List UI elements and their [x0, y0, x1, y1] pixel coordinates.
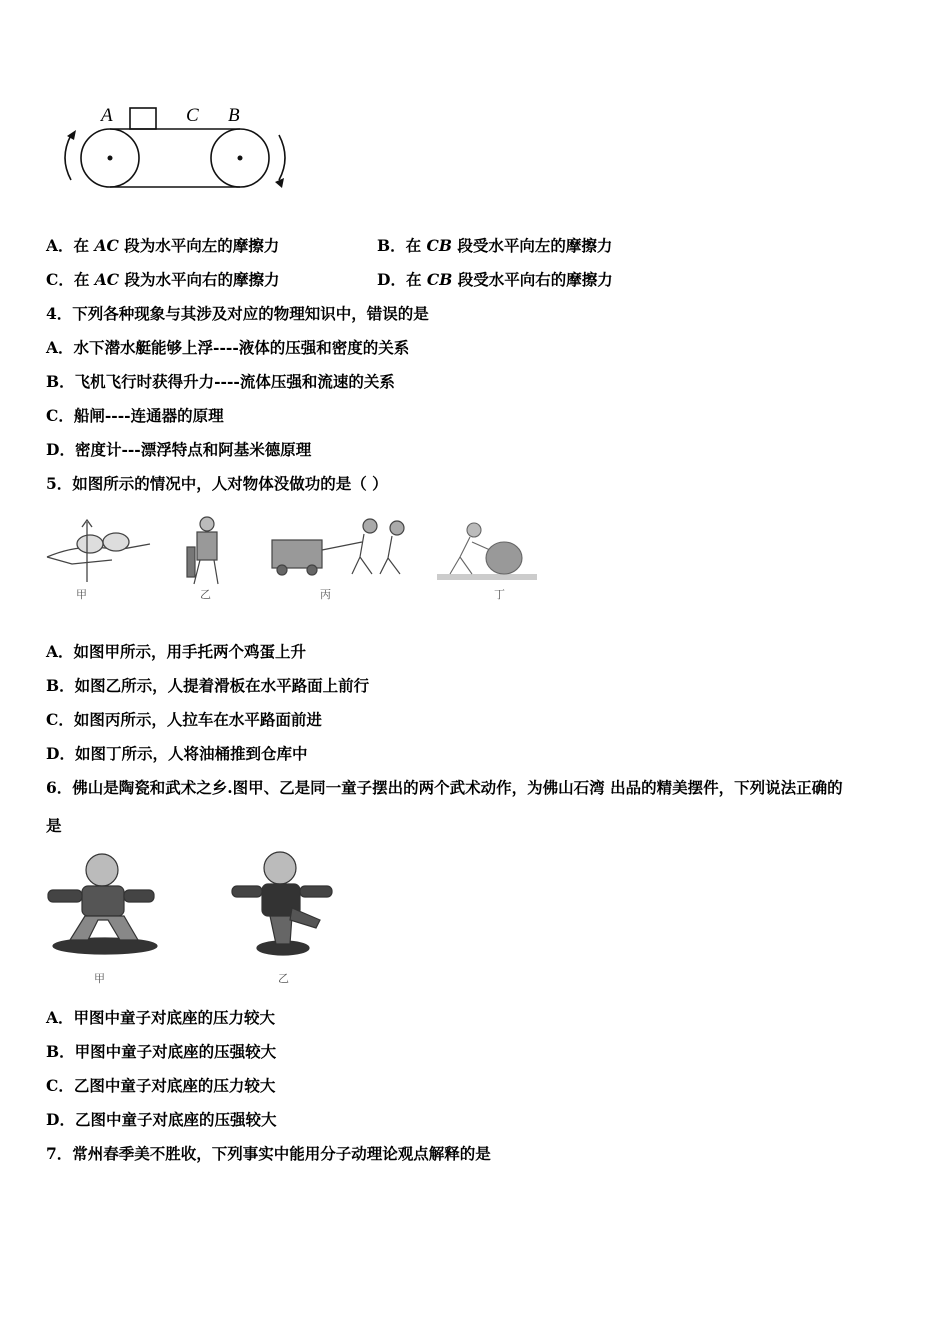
block-on-belt: [130, 108, 156, 129]
caption-jia: 甲: [76, 588, 87, 601]
q6-option-d: D．乙图中童子对底座的压强较大: [46, 1110, 277, 1129]
caption-q6-jia: 甲: [94, 972, 105, 985]
q5-stem: 5．如图所示的情况中，人对物体没做功的是（ ）: [46, 474, 388, 493]
q3-option-b: B．在 CB 段受水平向左的摩擦力: [377, 236, 613, 255]
left-rotation-arrow: [65, 135, 71, 180]
figure-ding-pushing-barrel: [437, 523, 537, 580]
q5-option-d: D．如图丁所示，人将油桶推到仓库中: [46, 744, 308, 763]
q6-option-c: C．乙图中童子对底座的压力较大: [46, 1076, 276, 1095]
q4-stem: 4．下列各种现象与其涉及对应的物理知识中，错误的是: [46, 304, 429, 323]
q3-option-d: D．在 CB 段受水平向右的摩擦力: [377, 270, 613, 289]
q4-option-d: D．密度计---漂浮特点和阿基米德原理: [46, 440, 312, 459]
q3-option-c: C．在 AC 段为水平向右的摩擦力: [46, 270, 280, 289]
q5-option-a: A．如图甲所示，用手托两个鸡蛋上升: [46, 642, 307, 661]
q6-stem-line2: 是: [46, 816, 62, 835]
figurine-jia: [48, 854, 157, 954]
figure-jia-eggs: [47, 520, 150, 582]
label-c: C: [186, 105, 199, 126]
q6-option-a: A．甲图中童子对底座的压力较大: [46, 1008, 276, 1027]
figure-bing-pulling-cart: [272, 519, 404, 575]
q5-option-b: B．如图乙所示，人提着滑板在水平路面上前行: [46, 676, 370, 695]
q4-option-a: A．水下潜水艇能够上浮----液体的压强和密度的关系: [46, 338, 410, 357]
caption-ding: 丁: [494, 588, 505, 601]
figurine-yi: [232, 852, 332, 955]
q5-option-c: C．如图丙所示，人拉车在水平路面前进: [46, 710, 322, 729]
q4-option-c: C．船闸----连通器的原理: [46, 406, 224, 425]
caption-q6-yi: 乙: [278, 972, 289, 985]
q3-option-a: A．在 AC 段为水平向左的摩擦力: [46, 236, 280, 255]
q5-figures: [42, 512, 552, 607]
q7-stem: 7．常州春季美不胜收，下列事实中能用分子动理论观点解释的是: [46, 1144, 491, 1163]
q4-option-b: B．飞机飞行时获得升力----流体压强和流速的关系: [46, 372, 395, 391]
q6-figures: [40, 848, 340, 988]
caption-yi: 乙: [200, 588, 211, 601]
q6-option-b: B．甲图中童子对底座的压强较大: [46, 1042, 277, 1061]
right-rotation-arrow: [279, 135, 285, 180]
q6-stem-line1: 6．佛山是陶瓷和武术之乡.图甲、乙是同一童子摆出的两个武术动作，为佛山石湾 出品的精美摆件，下列说法正确的: [46, 778, 843, 797]
label-a: A: [101, 105, 113, 126]
conveyor-belt-figure: [55, 100, 305, 200]
figure-yi-person-skateboard: [187, 517, 218, 584]
caption-bing: 丙: [320, 588, 331, 601]
label-b: B: [228, 105, 240, 126]
